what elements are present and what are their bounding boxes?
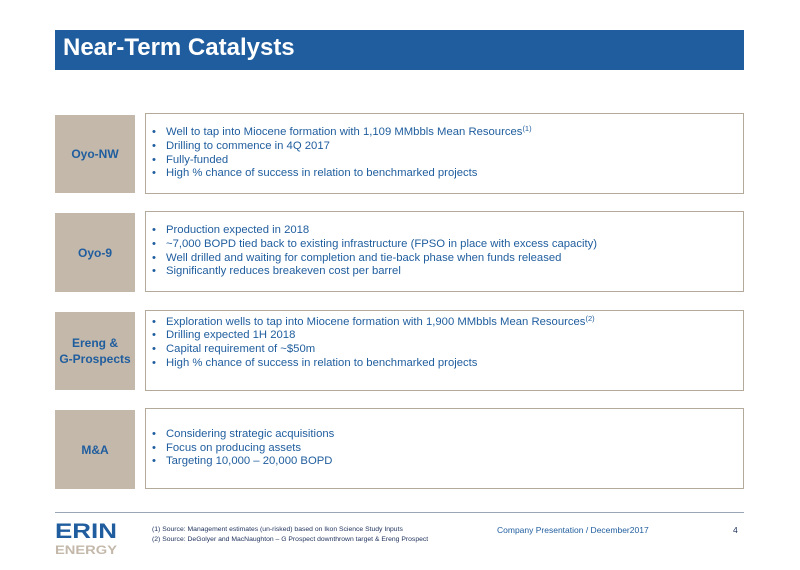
bullet-list — [146, 126, 532, 180]
list-item — [152, 224, 597, 238]
bullet-icon: • — [152, 237, 156, 250]
footnote-ref: (2) — [585, 313, 595, 323]
bullet-text: Fully-funded — [166, 153, 229, 166]
bullet-text: Drilling expected 1H 2018 — [166, 329, 296, 342]
row-label-text: M&A — [81, 442, 109, 457]
footnote-1: (1) Source: Management estimates (un-risked) based on Ikon Science Study Inputs — [152, 526, 403, 533]
bullet-icon: • — [152, 356, 156, 369]
bullet-icon: • — [152, 251, 156, 264]
list-item — [152, 329, 595, 343]
bullet-text: Significantly reduces breakeven cost per barrel — [166, 265, 401, 278]
list-item — [152, 140, 532, 154]
logo-wordmark-bottom: ENERGY — [55, 543, 117, 557]
bullet-icon: • — [152, 153, 156, 166]
bullet-icon: • — [152, 428, 156, 441]
list-item — [152, 126, 532, 140]
row-box-oyo-nw — [145, 113, 744, 194]
bullet-text: Considering strategic acquisitions — [166, 428, 335, 441]
list-item — [152, 252, 597, 266]
list-item — [152, 343, 595, 357]
list-item — [152, 265, 597, 279]
row-label-m-and-a — [55, 410, 135, 489]
bullet-text: Exploration wells to tap into Miocene formation with 1,900 MMbbls Mean Resources — [166, 315, 586, 328]
bullet-icon: • — [152, 315, 156, 328]
list-item — [152, 238, 597, 252]
bullet-icon: • — [152, 265, 156, 278]
list-item — [152, 357, 595, 371]
bullet-list — [146, 224, 597, 278]
row-label-text: Oyo-NW — [71, 147, 119, 161]
bullet-text: Production expected in 2018 — [166, 224, 310, 237]
bullet-text: Focus on producing assets — [166, 441, 302, 454]
bullet-icon: • — [152, 329, 156, 342]
row-label-oyo-9 — [55, 213, 135, 292]
bullet-text: High % chance of success in relation to benchmarked projects — [166, 167, 478, 180]
footnote-2: (2) Source: DeGolyer and MacNaughton – G Prospect downthrown target & Ereng Prospect — [152, 536, 429, 543]
bullet-text: Targeting 10,000 – 20,000 BOPD — [166, 455, 333, 468]
page-title: Near-Term Catalysts — [63, 34, 295, 61]
bullet-text: Well drilled and waiting for completion and tie-back phase when funds released — [166, 251, 562, 264]
row-box-m-and-a — [145, 408, 744, 489]
row-label-text-line1: Ereng & — [71, 336, 118, 350]
bullet-text: ~7,000 BOPD tied back to existing infrastructure (FPSO in place with excess capacity) — [166, 237, 598, 250]
footnote-ref: (1) — [522, 124, 532, 134]
bullet-icon: • — [152, 343, 156, 355]
row-box-oyo-9 — [145, 211, 744, 292]
bullet-icon: • — [152, 441, 156, 454]
row-label-oyo-nw — [55, 115, 135, 193]
bullet-icon: • — [152, 126, 156, 139]
list-item — [152, 442, 334, 456]
bullet-text: Well to tap into Miocene formation with 1,109 MMbbls Mean Resources — [166, 126, 523, 139]
bullet-icon: • — [152, 167, 156, 180]
row-label-text: Oyo-9 — [77, 245, 112, 260]
bullet-text: Capital requirement of ~$50m — [166, 343, 316, 355]
bullet-icon: • — [152, 224, 156, 237]
page-number: 4 — [733, 525, 738, 535]
bullet-icon: • — [152, 455, 156, 468]
list-item — [152, 428, 334, 442]
list-item — [152, 455, 334, 469]
bullet-list — [146, 313, 595, 370]
title-bar — [55, 30, 744, 70]
erin-energy-logo — [55, 518, 125, 558]
list-item — [152, 167, 532, 181]
logo-wordmark-top: ERIN — [55, 520, 117, 543]
presentation-label: Company Presentation / December2017 — [497, 525, 649, 535]
list-item — [152, 313, 595, 330]
row-label-text-line2: G-Prospects — [59, 352, 131, 366]
footnotes — [152, 525, 428, 545]
list-item — [152, 154, 532, 168]
footer-divider — [55, 512, 744, 513]
bullet-text: Drilling to commence in 4Q 2017 — [166, 139, 330, 152]
row-box-ereng-g-prospects — [145, 310, 744, 391]
row-label-ereng-g-prospects — [55, 312, 135, 390]
bullet-list — [146, 428, 334, 469]
bullet-icon: • — [152, 139, 156, 152]
bullet-text: High % chance of success in relation to benchmarked projects — [166, 356, 478, 369]
